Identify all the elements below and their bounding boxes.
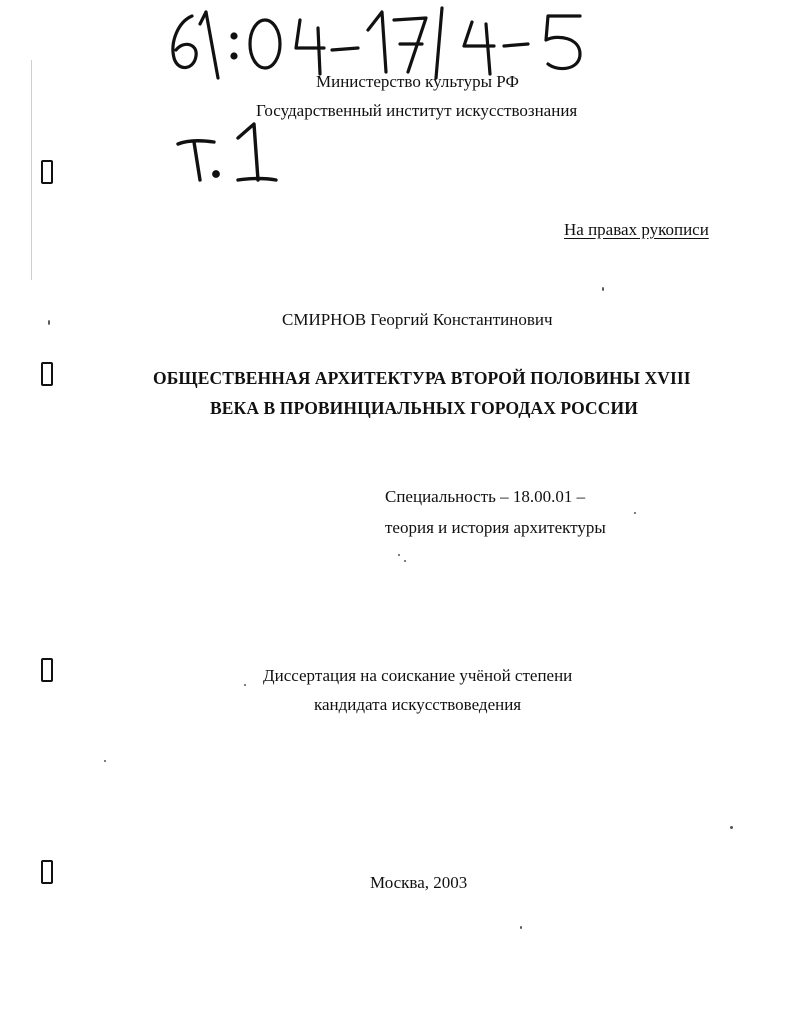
scan-speck — [398, 554, 400, 556]
scan-speck — [244, 684, 246, 686]
punch-hole — [41, 860, 53, 884]
specialty-name: теория и история архитектуры — [385, 518, 606, 537]
degree-name: кандидата искусствоведения — [314, 695, 522, 714]
scan-speck — [602, 287, 604, 291]
punch-hole — [41, 658, 53, 682]
thesis-title-line-1: ОБЩЕСТВЕННАЯ АРХИТЕКТУРА ВТОРОЙ ПОЛОВИНЫ XVIII — [153, 368, 691, 388]
scan-speck — [404, 560, 406, 562]
scan-speck — [730, 826, 733, 829]
author-name: СМИРНОВ Георгий Константинович — [282, 310, 553, 329]
scan-speck — [520, 926, 522, 929]
scan-speck — [48, 320, 50, 325]
specialty-code: Специальность – 18.00.01 – — [385, 487, 586, 506]
institute-name: Государственный институт искусствознания — [256, 101, 578, 120]
scan-speck — [634, 512, 636, 514]
punch-hole — [41, 160, 53, 184]
degree-statement: Диссертация на соискание учёной степени — [263, 666, 573, 685]
ministry-name: Министерство культуры РФ — [316, 72, 519, 91]
thesis-title-line-2: ВЕКА В ПРОВИНЦИАЛЬНЫХ ГОРОДАХ РОССИИ — [210, 398, 638, 418]
rights-note: На правах рукописи — [564, 220, 709, 239]
handwritten-shelfmark — [160, 2, 600, 82]
punch-hole — [41, 362, 53, 386]
scan-speck — [104, 760, 106, 762]
handwritten-volume-mark — [170, 118, 290, 190]
place-and-year: Москва, 2003 — [370, 873, 468, 892]
scan-speck — [31, 60, 32, 280]
